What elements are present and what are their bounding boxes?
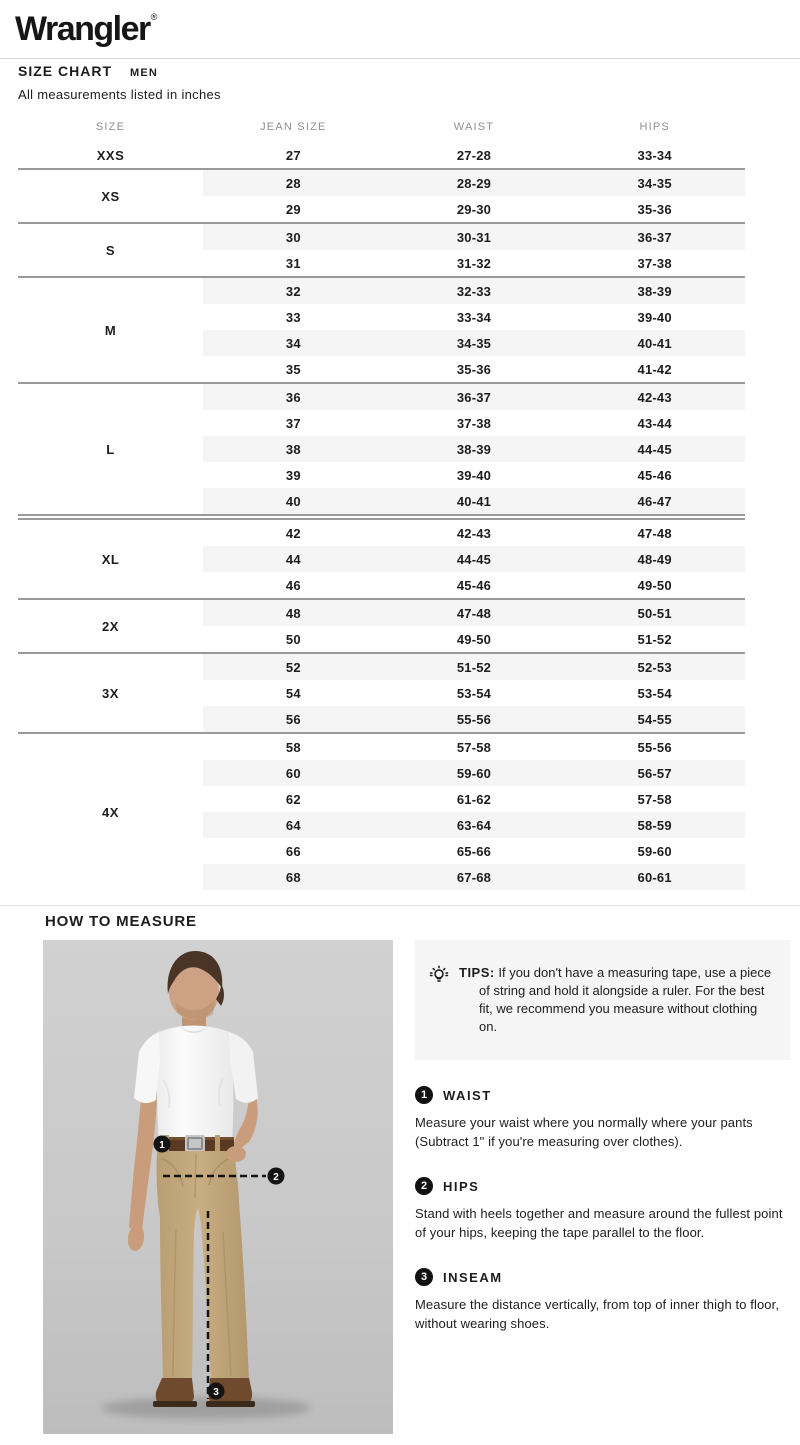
- table-row: [203, 734, 745, 760]
- jean-size-cell: 30: [285, 229, 301, 245]
- measurements-note: All measurements listed in inches: [18, 87, 221, 102]
- table-row: [203, 384, 745, 410]
- waist-cell: 28-29: [456, 175, 492, 191]
- column-header-waist: WAIST: [453, 121, 495, 133]
- jean-size-cell: 54: [285, 685, 301, 701]
- steps-list: [415, 1086, 790, 1333]
- jean-size-cell: 50: [285, 631, 301, 647]
- jean-size-cell: 31: [285, 255, 301, 271]
- hips-cell: 34-35: [637, 175, 672, 191]
- jean-size-cell: 37: [285, 415, 301, 431]
- table-row: [203, 462, 745, 488]
- table-row: [203, 278, 745, 304]
- step-description: Measure your waist where you normally where your pants (Subtract 1" if you're measuring over clothes).: [415, 1115, 753, 1149]
- waist-cell: 30-31: [456, 229, 492, 245]
- hips-cell: 57-58: [637, 791, 672, 807]
- waist-cell: 53-54: [456, 685, 492, 701]
- jean-size-cell: 36: [285, 389, 301, 405]
- hips-cell: 58-59: [637, 817, 672, 833]
- jean-size-cell: 35: [285, 361, 301, 377]
- waist-cell: 51-52: [456, 659, 492, 675]
- waist-cell: 33-34: [456, 309, 492, 325]
- waist-cell: 42-43: [456, 525, 492, 541]
- hips-cell: 49-50: [637, 577, 672, 593]
- hips-cell: 46-47: [637, 493, 672, 509]
- model-hand: [226, 1146, 246, 1162]
- jean-size-cell: 39: [285, 467, 301, 483]
- jean-size-cell: 32: [285, 283, 301, 299]
- jean-size-cell: 64: [285, 817, 301, 833]
- table-row: [203, 520, 745, 546]
- column-header-hips: HIPS: [639, 121, 670, 133]
- table-row: [203, 600, 745, 626]
- size-group-m: [18, 276, 745, 382]
- waist-cell: 45-46: [456, 577, 492, 593]
- section-divider: [0, 905, 800, 906]
- size-group-xs: [18, 168, 745, 222]
- tab-men[interactable]: MEN: [130, 67, 159, 79]
- hips-cell: 43-44: [637, 415, 672, 431]
- step-description: Measure the distance vertically, from top of inner thigh to floor, without wearing shoes.: [415, 1297, 780, 1331]
- floor-shadow: [101, 1397, 311, 1419]
- waist-cell: 57-58: [456, 739, 492, 755]
- hips-cell: 53-54: [637, 685, 672, 701]
- waist-cell: 67-68: [456, 869, 492, 885]
- model-tshirt: [157, 1026, 233, 1145]
- hips-cell: 41-42: [637, 361, 672, 377]
- step-number-badge: 2: [415, 1177, 433, 1195]
- step-label: INSEAM: [443, 1269, 503, 1285]
- waist-cell: 29-30: [456, 201, 492, 217]
- svg-text:2: 2: [273, 1172, 279, 1183]
- waist-cell: 34-35: [456, 335, 492, 351]
- column-header-jean-size: JEAN SIZE: [260, 121, 327, 133]
- step-hips: [415, 1177, 790, 1242]
- waist-cell: 37-38: [456, 415, 492, 431]
- waist-cell: 61-62: [456, 791, 492, 807]
- table-row: [203, 436, 745, 462]
- table-row: [203, 196, 745, 222]
- size-label: S: [18, 224, 203, 276]
- jean-size-cell: 33: [285, 309, 301, 325]
- jean-size-cell: 27: [285, 147, 301, 163]
- size-label: XS: [18, 170, 203, 222]
- column-header-size: SIZE: [95, 121, 126, 133]
- size-label: XL: [18, 520, 203, 598]
- lightbulb-icon: [429, 965, 451, 990]
- hips-cell: 42-43: [637, 389, 672, 405]
- table-row: [203, 838, 745, 864]
- how-to-measure-title: HOW TO MEASURE: [45, 913, 197, 930]
- svg-text:3: 3: [213, 1387, 219, 1398]
- size-chart-table: [18, 112, 745, 890]
- hips-cell: 36-37: [637, 229, 672, 245]
- measure-instructions: [415, 940, 790, 1333]
- table-row: [203, 654, 745, 680]
- hips-cell: 50-51: [637, 605, 672, 621]
- hips-cell: 51-52: [637, 631, 672, 647]
- jean-size-cell: 40: [285, 493, 301, 509]
- header-divider: [0, 58, 800, 59]
- size-label: 2X: [18, 600, 203, 652]
- tips-box: [415, 940, 790, 1060]
- hips-cell: 39-40: [637, 309, 672, 325]
- step-inseam: [415, 1268, 790, 1333]
- wrangler-logo[interactable]: Wrangler®: [15, 10, 158, 48]
- waist-marker-1: [154, 1136, 171, 1153]
- table-row: [203, 864, 745, 890]
- waist-cell: 39-40: [456, 467, 492, 483]
- hips-cell: 54-55: [637, 711, 672, 727]
- page-title: SIZE CHART: [18, 63, 112, 79]
- size-group-3x: [18, 652, 745, 732]
- size-group-s: [18, 222, 745, 276]
- model-boot-left: [156, 1378, 194, 1404]
- table-row: [203, 680, 745, 706]
- hips-cell: 59-60: [637, 843, 672, 859]
- jean-size-cell: 60: [285, 765, 301, 781]
- table-row: [203, 626, 745, 652]
- jean-size-cell: 66: [285, 843, 301, 859]
- hips-cell: 48-49: [637, 551, 672, 567]
- step-number-badge: 3: [415, 1268, 433, 1286]
- waist-cell: 47-48: [456, 605, 492, 621]
- jean-size-cell: 42: [285, 525, 301, 541]
- size-label: M: [18, 278, 203, 382]
- hips-cell: 44-45: [637, 441, 672, 457]
- jean-size-cell: 48: [285, 605, 301, 621]
- waist-cell: 40-41: [456, 493, 492, 509]
- size-group-2x: [18, 598, 745, 652]
- table-row: [203, 410, 745, 436]
- hips-cell: 55-56: [637, 739, 672, 755]
- hips-cell: 45-46: [637, 467, 672, 483]
- tips-text: TIPS: If you don't have a measuring tape, use a piece of string and hold it alongside a ruler. For the best fit, we recommend you measure without clothing on.: [459, 965, 772, 1034]
- table-row: [203, 356, 745, 382]
- hips-cell: 33-34: [637, 147, 672, 163]
- size-label: 3X: [18, 654, 203, 732]
- waist-cell: 32-33: [456, 283, 492, 299]
- hips-marker-2: [268, 1168, 285, 1185]
- jean-size-cell: 34: [285, 335, 301, 351]
- hips-cell: 52-53: [637, 659, 672, 675]
- size-group-4x: [18, 732, 745, 890]
- hips-cell: 47-48: [637, 525, 672, 541]
- jean-size-cell: 56: [285, 711, 301, 727]
- jean-size-cell: 46: [285, 577, 301, 593]
- inseam-marker-3: [208, 1383, 225, 1400]
- waist-cell: 31-32: [456, 255, 492, 271]
- hips-cell: 40-41: [637, 335, 672, 351]
- jean-size-cell: 44: [285, 551, 301, 567]
- table-row: [203, 330, 745, 356]
- size-group-xl: [18, 514, 745, 598]
- jean-size-cell: 62: [285, 791, 301, 807]
- size-label: 4X: [18, 734, 203, 890]
- jean-size-cell: 68: [285, 869, 301, 885]
- size-label: XXS: [18, 142, 203, 168]
- table-row: [203, 812, 745, 838]
- jean-size-cell: 38: [285, 441, 301, 457]
- waist-cell: 55-56: [456, 711, 492, 727]
- hips-cell: 37-38: [637, 255, 672, 271]
- table-body: [18, 142, 745, 890]
- table-row: [203, 170, 745, 196]
- jean-size-cell: 58: [285, 739, 301, 755]
- registered-mark-icon: ®: [150, 12, 158, 22]
- step-label: WAIST: [443, 1087, 492, 1103]
- table-row: [203, 488, 745, 514]
- waist-cell: 49-50: [456, 631, 492, 647]
- step-number-badge: 1: [415, 1086, 433, 1104]
- size-group-xxs: [18, 142, 745, 168]
- jean-size-cell: 29: [285, 201, 301, 217]
- table-row: [203, 760, 745, 786]
- waist-cell: 36-37: [456, 389, 492, 405]
- table-row: [203, 572, 745, 598]
- waist-cell: 44-45: [456, 551, 492, 567]
- table-row: [203, 786, 745, 812]
- jean-size-cell: 28: [285, 175, 301, 191]
- waist-cell: 59-60: [456, 765, 492, 781]
- waist-cell: 27-28: [456, 147, 492, 163]
- table-row: [203, 546, 745, 572]
- model-photo: [43, 940, 393, 1434]
- waist-cell: 65-66: [456, 843, 492, 859]
- table-row: [203, 224, 745, 250]
- table-header-row: [18, 112, 745, 142]
- hips-cell: 56-57: [637, 765, 672, 781]
- step-label: HIPS: [443, 1178, 480, 1194]
- size-group-l: [18, 382, 745, 514]
- table-row: [203, 250, 745, 276]
- tips-label: TIPS:: [459, 965, 495, 980]
- waist-cell: 63-64: [456, 817, 492, 833]
- table-row: [203, 304, 745, 330]
- step-waist: [415, 1086, 790, 1151]
- svg-text:1: 1: [159, 1140, 165, 1151]
- table-row: [203, 142, 745, 168]
- table-row: [203, 706, 745, 732]
- hips-cell: 60-61: [637, 869, 672, 885]
- waist-cell: 38-39: [456, 441, 492, 457]
- step-description: Stand with heels together and measure around the fullest point of your hips, keeping the tape parallel to the floor.: [415, 1206, 783, 1240]
- waist-cell: 35-36: [456, 361, 492, 377]
- hips-cell: 38-39: [637, 283, 672, 299]
- hips-cell: 35-36: [637, 201, 672, 217]
- jean-size-cell: 52: [285, 659, 301, 675]
- size-label: L: [18, 384, 203, 514]
